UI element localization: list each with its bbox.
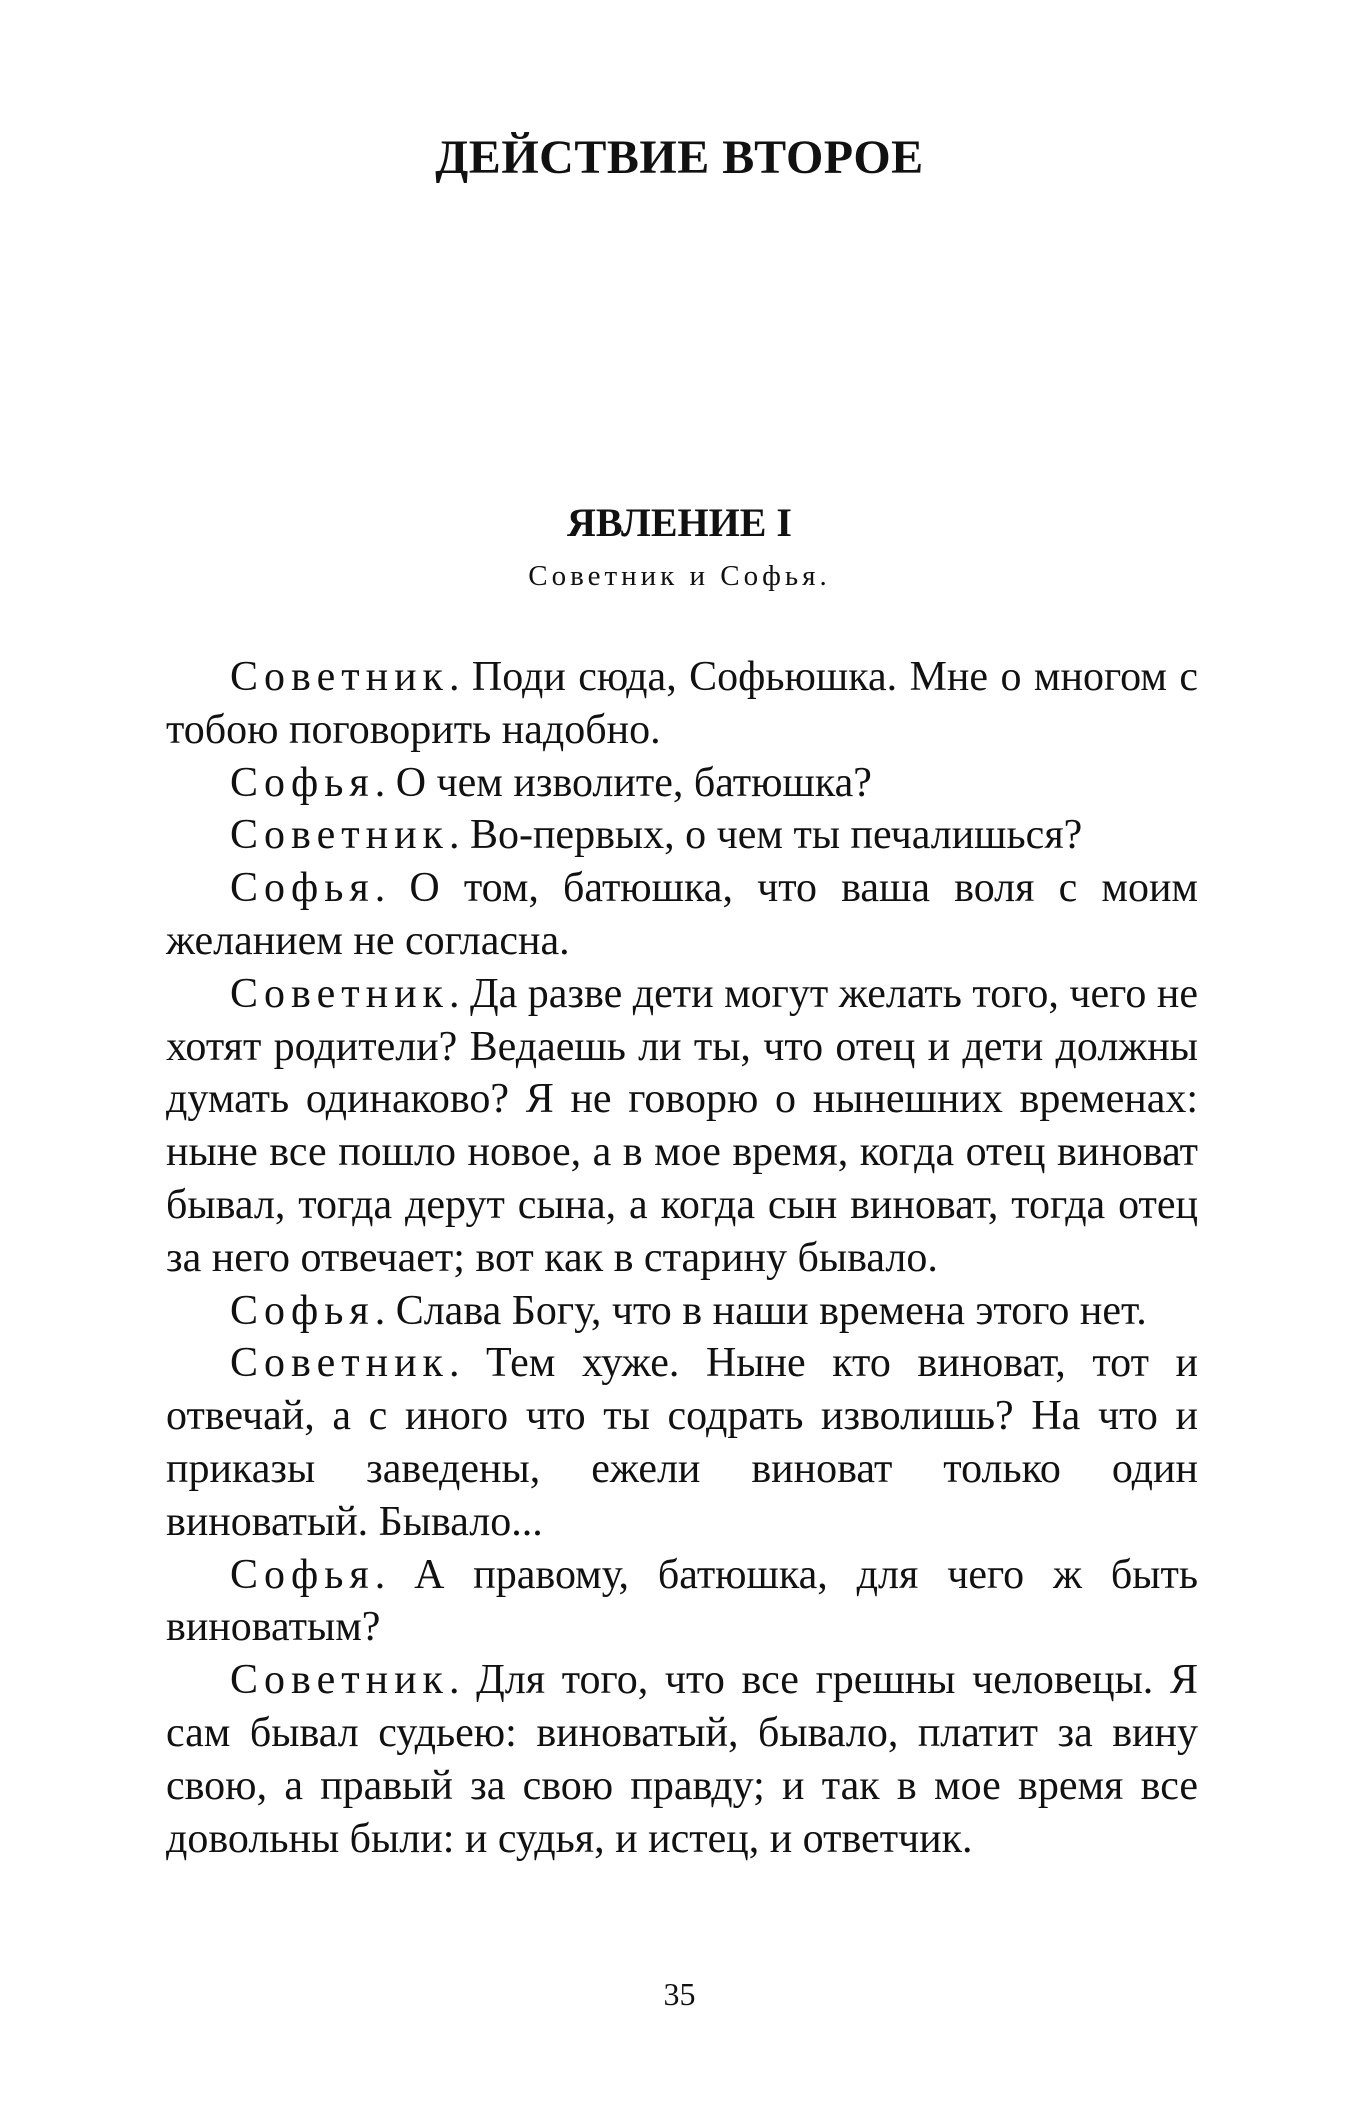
- speaker-name: Софья: [230, 865, 375, 912]
- speech-text: Да разве дети могут желать того, чего не хотят родители? Ведаешь ли ты, что отец и дети должны думать одинаково? Я не говорю о нынешних временах: ныне все пошло новое, а в мое время, когда отец виноват бывал, тогда дерут сына, а когда сын виноват, тогда отец за него отвечает; вот как в старину бывало.: [166, 970, 1198, 1281]
- speaker-name: Советник: [230, 1340, 449, 1387]
- speaker-name: Советник: [230, 812, 449, 859]
- dialogue-line: Советник. Для того, что все грешны человецы. Я сам бывал судьею: виноватый, бывало, платит за вину свою, а правый за свою правду; и так в мое время все довольны были: и судья, и истец, и ответчик.: [166, 1657, 1199, 1862]
- dialogue-line: Софья. О том, батюшка, что ваша воля с моим желанием не согласна.: [166, 865, 1198, 964]
- speech-text: А правому, батюшка, для чего ж быть виноватым?: [166, 1551, 1198, 1651]
- act-title: ДЕЙСТВИЕ ВТОРОЕ: [435, 131, 924, 184]
- speaker-name: Советник: [230, 970, 449, 1017]
- speaker-name: Софья: [230, 1287, 375, 1334]
- speech-text: О том, батюшка, что ваша воля с моим желанием не согласна.: [166, 865, 1198, 964]
- speech-text: Во-первых, о чем ты печалишься?: [469, 812, 1083, 859]
- page-number: 35: [663, 1976, 696, 2012]
- dialogue-text: [166, 651, 1198, 1865]
- speaker-name: Советник: [230, 1657, 449, 1704]
- dialogue-line: Софья. А правому, батюшка, для чего ж быть виноватым?: [166, 1551, 1198, 1651]
- dialogue-line: Софья. Слава Богу, что в наши времена этого нет.: [230, 1287, 1147, 1334]
- speech-text: Для того, что все грешны человецы. Я сам бывал судьею: виноватый, бывало, платит за вину свою, а правый за свою правду; и так в мое время все довольны были: и судья, и истец, и ответчик.: [166, 1657, 1199, 1862]
- scene-cast: Советник и Софья.: [528, 560, 831, 592]
- dialogue-line: Софья. О чем изволите, батюшка?: [230, 759, 872, 806]
- scene-title: ЯВЛЕНИЕ I: [567, 500, 792, 545]
- dialogue-line: Советник. Тем хуже. Ныне кто виноват, тот и отвечай, а с иного что ты содрать изволишь? На что и приказы заведены, ежели виноват только один виноватый. Бывало...: [166, 1340, 1198, 1545]
- speech-text: О чем изволите, батюшка?: [395, 759, 872, 806]
- speech-text: Тем хуже. Ныне кто виноват, тот и отвечай, а с иного что ты содрать изволишь? На что и приказы заведены, ежели виноват только один виноватый. Бывало...: [166, 1340, 1198, 1545]
- speech-text: Слава Богу, что в наши времена этого нет.: [395, 1287, 1147, 1334]
- speaker-name: Софья: [230, 1551, 375, 1598]
- speaker-name: Софья: [230, 759, 375, 806]
- dialogue-line: Советник. Во-первых, о чем ты печалишься?: [230, 812, 1083, 859]
- speaker-name: Советник: [230, 654, 449, 700]
- dialogue-line: Советник. Поди сюда, Софьюшка. Мне о многом с тобою поговорить надобно.: [166, 654, 1198, 753]
- speech-text: Поди сюда, Софьюшка. Мне о многом с тобою поговорить надобно.: [166, 654, 1198, 753]
- dialogue-line: Советник. Да разве дети могут желать того, чего не хотят родители? Ведаешь ли ты, что отец и дети должны думать одинаково? Я не говорю о нынешних временах: ныне все пошло новое, а в мое время, когда отец виноват бывал, тогда дерут сына, а когда сын виноват, тогда отец за него отвечает; вот как в старину бывало.: [166, 970, 1198, 1281]
